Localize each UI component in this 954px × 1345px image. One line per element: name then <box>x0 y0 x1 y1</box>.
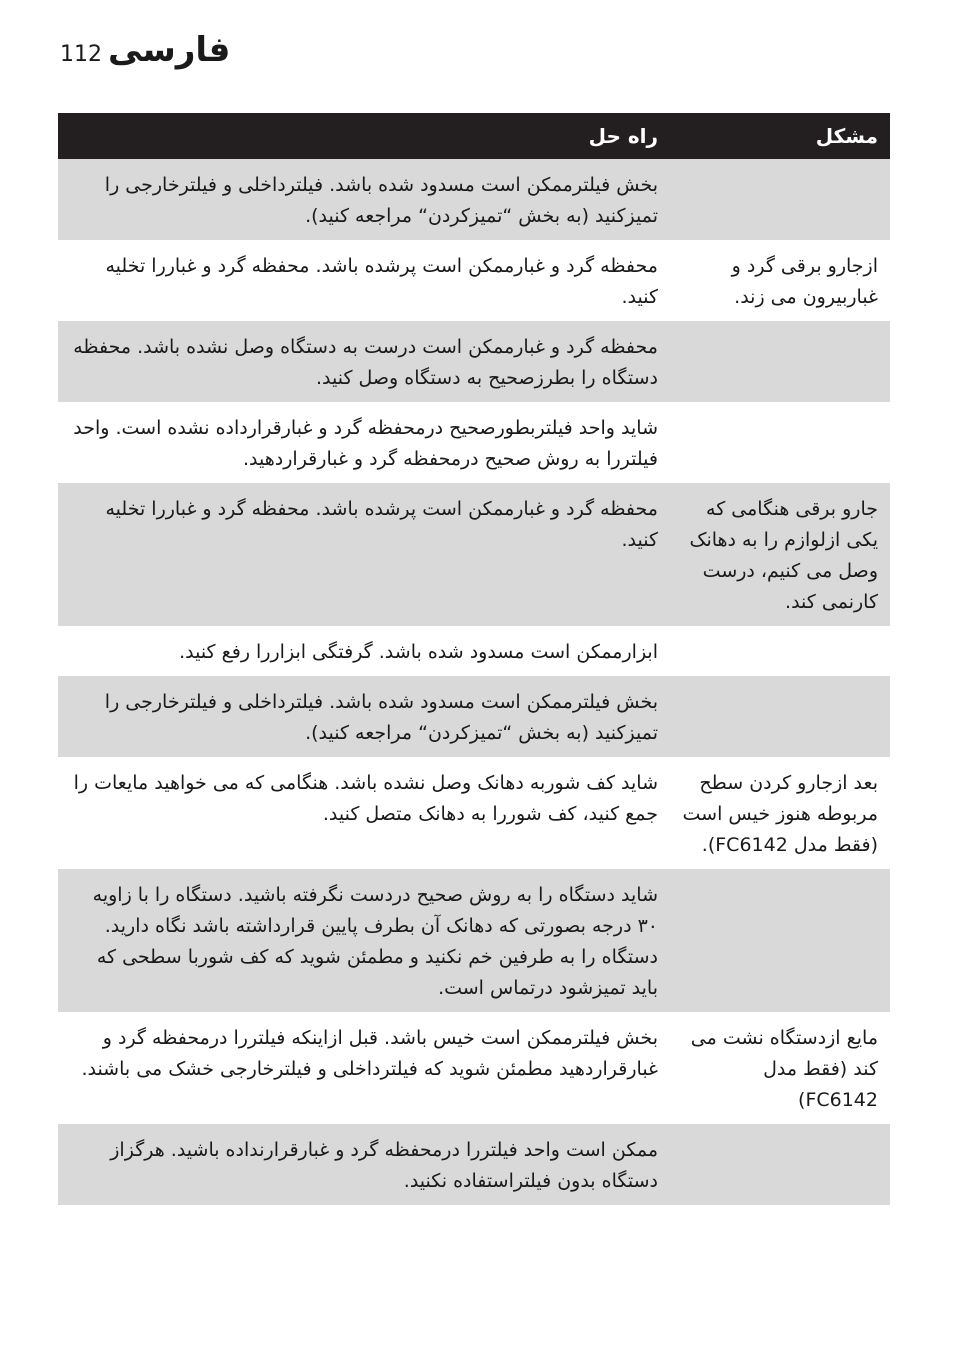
solution-cell: بخش فیلترممکن است مسدود شده باشد. فیلترداخلی و فیلترخارجی را تمیزکنید (به بخش “تمیزکردن“ مراجعه کنید). <box>58 159 670 240</box>
problem-cell: مایع ازدستگاه نشت می کند (فقط مدل FC6142) <box>690 1027 878 1111</box>
solution-cell: شاید دستگاه را به روش صحیح دردست نگرفته باشید. دستگاه را با زاویه ۳۰ درجه بصورتی که دهانک آن بطرف پایین قرارداشته باشد نگاه دارید. دستگاه را به طرفین خم نکنید و مطمئن شوید که کف شوربا سطحی که باید تمیزشود درتماس است. <box>58 869 670 1012</box>
problem-cell: بعد ازجارو کردن سطح مربوطه هنوز خیس است (فقط مدل FC6142). <box>682 772 878 856</box>
table-row <box>58 240 890 321</box>
problem-cell: جارو برقی هنگامی که یکی ازلوازم را به دهانک وصل می کنیم، درست کارنمی کند. <box>670 483 890 626</box>
table-row <box>58 676 890 757</box>
solution-cell: محفظه گرد و غبارممکن است پرشده باشد. محفظه گرد و غباررا تخلیه کنید. <box>58 483 670 626</box>
page-header <box>58 30 890 80</box>
solution-cell: بخش فیلترممکن است خیس باشد. قبل ازاینکه فیلتررا درمحفظه گرد و غبارقراردهید مطمئن شوید که فیلترداخلی و فیلترخارجی خشک می باشند. <box>81 1027 658 1080</box>
solution-cell: محفظه گرد و غبارممکن است درست به دستگاه وصل نشده باشد. محفظه دستگاه را بطرزصحیح به دستگاه وصل کنید. <box>58 321 670 402</box>
header-problem: مشکل <box>670 113 890 159</box>
problem-cell <box>670 402 890 483</box>
solution-cell: شاید واحد فیلتربطورصحیح درمحفظه گرد و غبارقرارداده نشده است. واحد فیلتررا به روش صحیح درمحفظه گرد و غبارقراردهید. <box>73 417 658 470</box>
problem-cell <box>670 676 890 757</box>
problem-cell <box>670 1124 890 1205</box>
header-solution: راه حل <box>58 113 670 159</box>
solution-cell: ابزارممکن است مسدود شده باشد. گرفتگی ابزاررا رفع کنید. <box>179 641 658 663</box>
troubleshooting-table <box>58 113 890 1205</box>
table-row <box>58 483 890 626</box>
table-row <box>58 402 890 483</box>
table-row <box>58 626 890 676</box>
language-title: فارسی <box>108 30 231 70</box>
table-row <box>58 321 890 402</box>
solution-cell: محفظه گرد و غبارممکن است پرشده باشد. محفظه گرد و غباررا تخلیه کنید. <box>105 255 658 308</box>
problem-cell <box>670 159 890 240</box>
table-row <box>58 1012 890 1124</box>
solution-cell: بخش فیلترممکن است مسدود شده باشد. فیلترداخلی و فیلترخارجی را تمیزکنید (به بخش “تمیزکردن“ مراجعه کنید). <box>58 676 670 757</box>
solution-cell: ممکن است واحد فیلتررا درمحفظه گرد و غبارقرارنداده باشید. هرگزاز دستگاه بدون فیلتراستفاده نکنید. <box>58 1124 670 1205</box>
table-row <box>58 757 890 869</box>
problem-cell <box>670 626 890 676</box>
table-header-row <box>58 113 890 159</box>
page-number: 112 <box>60 42 102 67</box>
table-row <box>58 1124 890 1205</box>
problem-cell: ازجارو برقی گرد و غباربیرون می زند. <box>731 255 878 308</box>
solution-cell: شاید کف شوربه دهانک وصل نشده باشد. هنگامی که می خواهید مایعات را جمع کنید، کف شوررا به دهانک متصل کنید. <box>73 772 658 825</box>
table-row <box>58 869 890 1012</box>
problem-cell <box>670 869 890 1012</box>
problem-cell <box>670 321 890 402</box>
table-row <box>58 159 890 240</box>
